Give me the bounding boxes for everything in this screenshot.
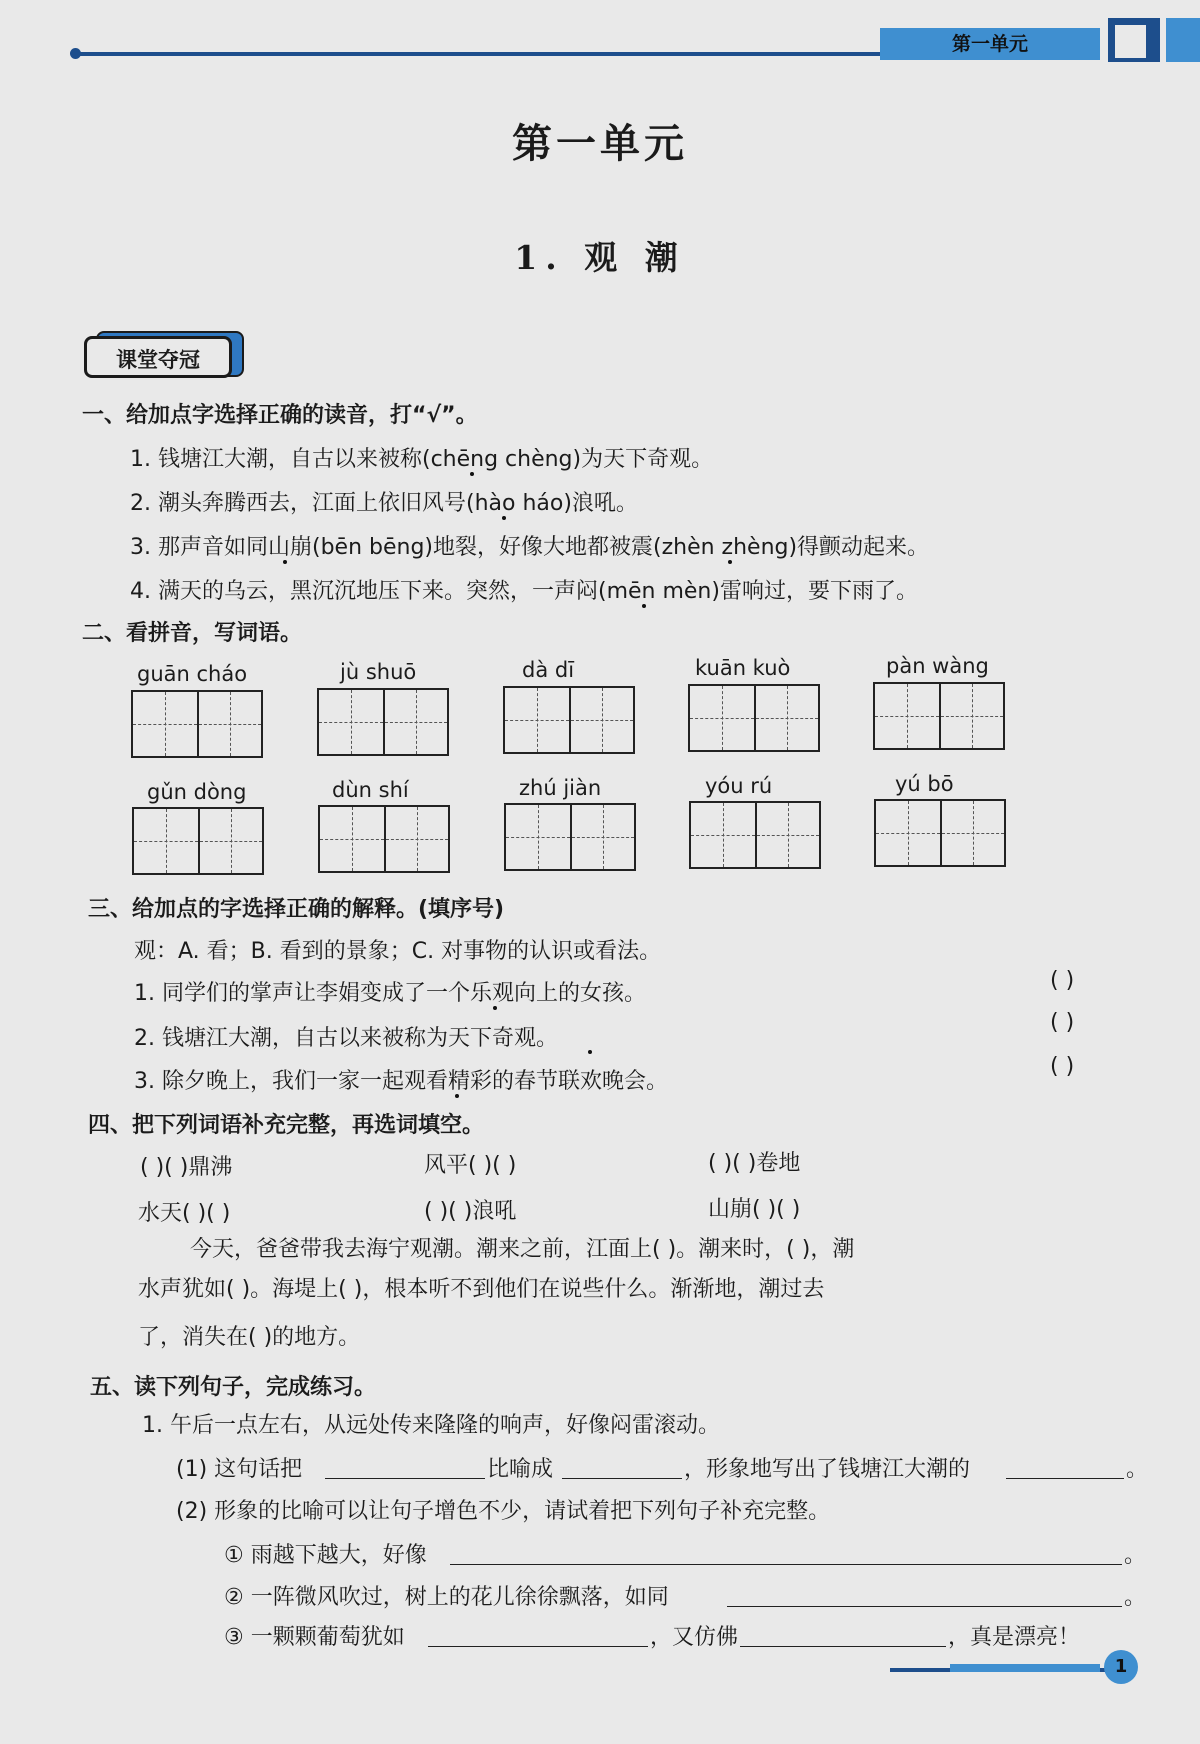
- s5-complete-3c: ，真是漂亮！: [948, 1625, 1081, 1650]
- answer-blank[interactable]: [740, 1646, 946, 1647]
- s5-complete-1: ① 雨越下越大，好像: [224, 1543, 427, 1568]
- answer-blank[interactable]: [727, 1606, 1122, 1607]
- s1-item-1: 1. 钱塘江大潮，自古以来被称(chēng chèng)为天下奇观。: [130, 447, 714, 472]
- writing-grid[interactable]: [132, 807, 264, 875]
- answer-parens[interactable]: ( ): [1050, 1010, 1075, 1035]
- s3-options: 观：A. 看；B. 看到的景象；C. 对事物的认识或看法。: [134, 939, 662, 964]
- pinyin: jù shuō: [340, 660, 417, 684]
- answer-blank[interactable]: [428, 1646, 648, 1647]
- pinyin: dà dī: [522, 658, 575, 682]
- pinyin: yú bō: [895, 772, 954, 796]
- idiom-blank[interactable]: ( )( )鼎沸: [140, 1155, 233, 1180]
- writing-grid[interactable]: [688, 684, 820, 752]
- s3-item-1: 1. 同学们的掌声让李娟变成了一个乐观向上的女孩。: [134, 981, 646, 1006]
- answer-blank[interactable]: [1006, 1478, 1124, 1479]
- pinyin: dùn shí: [332, 778, 409, 802]
- unit-title: 第一单元: [512, 120, 688, 167]
- lesson-title: 1. 观 潮: [514, 238, 686, 277]
- s5-q1-sub2: (2) 形象的比喻可以让句子增色不少，请试着把下列句子补充完整。: [176, 1499, 831, 1524]
- unit-tab: 第一单元: [880, 28, 1100, 60]
- header-rule: [75, 52, 885, 56]
- corner-bar: [1166, 18, 1200, 62]
- pinyin: yóu rú: [705, 774, 773, 798]
- pinyin: kuān kuò: [695, 656, 791, 680]
- idiom-blank[interactable]: ( )( )卷地: [708, 1151, 801, 1176]
- pinyin: guān cháo: [137, 662, 248, 686]
- idiom-blank[interactable]: 山崩( )( ): [708, 1197, 801, 1222]
- writing-grid[interactable]: [503, 686, 635, 754]
- answer-blank[interactable]: [450, 1564, 1122, 1565]
- section-3-title: 三、给加点的字选择正确的解释。(填序号): [88, 897, 505, 922]
- s5-q1-part3: ，形象地写出了钱塘江大潮的: [684, 1457, 971, 1482]
- idiom-blank[interactable]: ( )( )浪吼: [424, 1199, 517, 1224]
- s3-item-2: 2. 钱塘江大潮，自古以来被称为天下奇观。: [134, 1026, 558, 1051]
- answer-blank[interactable]: [325, 1478, 485, 1479]
- section-5-title: 五、读下列句子，完成练习。: [90, 1375, 377, 1400]
- period: 。: [1124, 1585, 1147, 1610]
- footer-bar: [950, 1664, 1100, 1672]
- section-badge: 课堂夺冠: [84, 336, 232, 378]
- emphasis-dot: [470, 472, 474, 476]
- section-4-title: 四、把下列词语补充完整，再选词填空。: [88, 1113, 485, 1138]
- pinyin: zhú jiàn: [519, 776, 602, 800]
- s5-q1-part2: 比喻成: [487, 1457, 554, 1482]
- writing-grid[interactable]: [689, 801, 821, 869]
- s5-question-1: 1. 午后一点左右，从远处传来隆隆的响声，好像闷雷滚动。: [142, 1413, 720, 1438]
- emphasis-dot: [728, 560, 732, 564]
- fill-paragraph-line-1: 今天，爸爸带我去海宁观潮。潮来之前，江面上( )。潮来时，( )，潮: [190, 1237, 855, 1262]
- idiom-blank[interactable]: 水天( )( ): [138, 1201, 231, 1226]
- writing-grid[interactable]: [873, 682, 1005, 750]
- section-2-title: 二、看拼音，写词语。: [82, 621, 303, 646]
- s1-item-2: 2. 潮头奔腾西去，江面上依旧风号(hào háo)浪吼。: [130, 491, 638, 516]
- section-1-title: 一、给加点字选择正确的读音，打“√”。: [82, 403, 478, 428]
- writing-grid[interactable]: [318, 805, 450, 873]
- s5-complete-3b: ，又仿佛: [650, 1625, 739, 1650]
- emphasis-dot: [455, 1094, 459, 1098]
- writing-grid[interactable]: [131, 690, 263, 758]
- emphasis-dot: [493, 1006, 497, 1010]
- emphasis-dot: [502, 516, 506, 520]
- fill-paragraph-line-3: 了，消失在( )的地方。: [138, 1325, 361, 1350]
- s5-q1-part1: (1) 这句话把: [176, 1457, 303, 1482]
- emphasis-dot: [642, 604, 646, 608]
- writing-grid[interactable]: [874, 799, 1006, 867]
- s3-item-3: 3. 除夕晚上，我们一家一起观看精彩的春节联欢晚会。: [134, 1069, 668, 1094]
- idiom-blank[interactable]: 风平( )( ): [424, 1153, 517, 1178]
- pinyin: pàn wàng: [886, 654, 989, 678]
- answer-parens[interactable]: ( ): [1050, 1054, 1075, 1079]
- answer-parens[interactable]: ( ): [1050, 968, 1075, 993]
- s5-complete-3a: ③ 一颗颗葡萄犹如: [224, 1625, 405, 1650]
- page-number: 1: [1104, 1650, 1138, 1684]
- writing-grid[interactable]: [504, 803, 636, 871]
- corner-bracket-icon: [1108, 18, 1152, 62]
- s1-item-4: 4. 满天的乌云，黑沉沉地压下来。突然，一声闷(mēn mèn)雷响过，要下雨了。: [130, 579, 918, 604]
- answer-blank[interactable]: [562, 1478, 682, 1479]
- emphasis-dot: [283, 560, 287, 564]
- s1-item-3: 3. 那声音如同山崩(bēn bēng)地裂，好像大地都被震(zhèn zhèng)得颤动起来。: [130, 535, 930, 560]
- period: 。: [1126, 1457, 1149, 1482]
- period: 。: [1124, 1543, 1147, 1568]
- fill-paragraph-line-2: 水声犹如( )。海堤上( )，根本听不到他们在说些什么。渐渐地，潮过去: [138, 1277, 825, 1302]
- pinyin: gǔn dòng: [147, 780, 247, 804]
- writing-grid[interactable]: [317, 688, 449, 756]
- emphasis-dot: [588, 1050, 592, 1054]
- s5-complete-2: ② 一阵微风吹过，树上的花儿徐徐飘落，如同: [224, 1585, 669, 1610]
